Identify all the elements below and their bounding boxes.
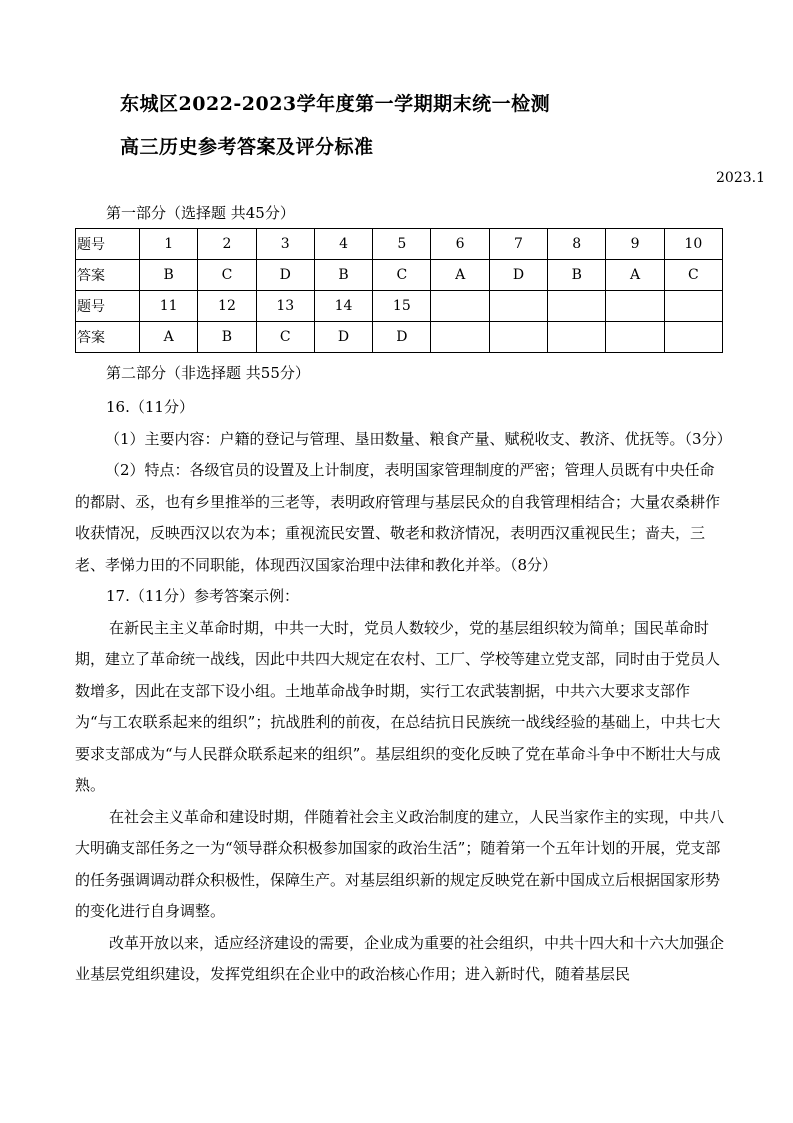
question-17-paragraph-2: 在社会主义革命和建设时期，伴随着社会主义政治制度的建立，人民当家作主的实现，中共八大明确支部任务之一为“领导群众积极参加国家的政治生活”；随着第一个五年计划的开展，党支部的任务强调调动群众积极性，保障生产。对基层组织新的规定反映党在新中国成立后根据国家形势的变化进行自身调整。 — [75, 807, 725, 920]
table-row-answers-1 — [76, 260, 723, 291]
answer-cell: A — [140, 322, 198, 353]
question-number: 15 — [373, 291, 431, 322]
question-number: 8 — [548, 229, 606, 260]
question-number: 5 — [373, 229, 431, 260]
answer-table — [75, 228, 723, 353]
question-16-part2: （2）特点：各级官员的设置及上计制度，表明国家管理制度的严密；管理人员既有中央任命的都尉、丞，也有乡里推举的三老等，表明政府管理与基层民众的自我管理相结合；大量农桑耕作收获情况，反映西汉以农为本；重视流民安置、敬老和救济情况，表明西汉重视民生；啬夫，三老、孝悌力田的不同职能，体现西汉国家治理中法律和教化并举。（8分） — [75, 461, 721, 574]
answer-cell: B — [198, 322, 256, 353]
answer-cell — [664, 322, 722, 353]
part2-body — [75, 392, 732, 991]
question-number — [606, 291, 664, 322]
answer-cell: A — [606, 260, 664, 291]
answer-cell: D — [314, 322, 372, 353]
question-16-title: 16.（11分） — [106, 398, 194, 416]
question-number — [489, 291, 547, 322]
answer-cell: A — [431, 260, 489, 291]
answer-cell — [489, 322, 547, 353]
row-label-answer: 答案 — [76, 322, 140, 353]
answer-cell: B — [314, 260, 372, 291]
document-date: 2023.1 — [716, 170, 765, 186]
question-number — [431, 291, 489, 322]
table-row-questions-1 — [76, 229, 723, 260]
question-number: 12 — [198, 291, 256, 322]
row-label-question: 题号 — [76, 291, 140, 322]
question-number: 1 — [140, 229, 198, 260]
table-row-answers-2 — [76, 322, 723, 353]
question-number: 2 — [198, 229, 256, 260]
part1-heading: 第一部分（选择题 共45分） — [106, 204, 295, 222]
question-number: 6 — [431, 229, 489, 260]
answer-cell: C — [664, 260, 722, 291]
part2-heading: 第二部分（非选择题 共55分） — [106, 364, 310, 382]
answer-cell — [548, 322, 606, 353]
answer-cell: D — [256, 260, 314, 291]
table-row-questions-2 — [76, 291, 723, 322]
answer-cell — [606, 322, 664, 353]
question-17-paragraph-3: 改革开放以来，适应经济建设的需要，企业成为重要的社会组织，中共十四大和十六大加强企业基层党组织建设，发挥党组织在企业中的政治核心作用；进入新时代，随着基层民 — [75, 933, 725, 983]
row-label-answer: 答案 — [76, 260, 140, 291]
question-number — [548, 291, 606, 322]
question-16-part1: （1）主要内容：户籍的登记与管理、垦田数量、粮食产量、赋税收支、教济、优抚等。（3分） — [105, 429, 732, 448]
answer-cell: D — [373, 322, 431, 353]
document-subtitle: 高三历史参考答案及评分标准 — [120, 136, 374, 158]
answer-cell — [431, 322, 489, 353]
answer-cell: D — [489, 260, 547, 291]
answer-cell: C — [198, 260, 256, 291]
question-number: 9 — [606, 229, 664, 260]
question-number: 7 — [489, 229, 547, 260]
question-number — [664, 291, 722, 322]
question-number: 13 — [256, 291, 314, 322]
answer-cell: C — [373, 260, 431, 291]
answer-cell: C — [256, 322, 314, 353]
question-number: 4 — [314, 229, 372, 260]
answer-cell: B — [140, 260, 198, 291]
question-17-title: 17.（11分）参考答案示例： — [106, 587, 299, 605]
question-number: 10 — [664, 229, 722, 260]
question-number: 11 — [140, 291, 198, 322]
row-label-question: 题号 — [76, 229, 140, 260]
question-number: 14 — [314, 291, 372, 322]
document-title: 东城区2022-2023学年度第一学期期末统一检测 — [120, 93, 551, 115]
question-number: 3 — [256, 229, 314, 260]
question-17-paragraph-1: 在新民主主义革命时期，中共一大时，党员人数较少，党的基层组织较为简单；国民革命时期，建立了革命统一战线，因此中共四大规定在农村、工厂、学校等建立党支部，同时由于党员人数增多，因此在支部下设小组。土地革命战争时期，实行工农武装割据，中共六大要求支部作为“与工农联系起来的组织”；抗战胜利的前夜，在总结抗日民族统一战线经验的基础上，中共七大要求支部成为“与人民群众联系起来的组织”。基层组织的变化反映了党在革命斗争中不断壮大与成熟。 — [75, 618, 721, 794]
answer-cell: B — [548, 260, 606, 291]
